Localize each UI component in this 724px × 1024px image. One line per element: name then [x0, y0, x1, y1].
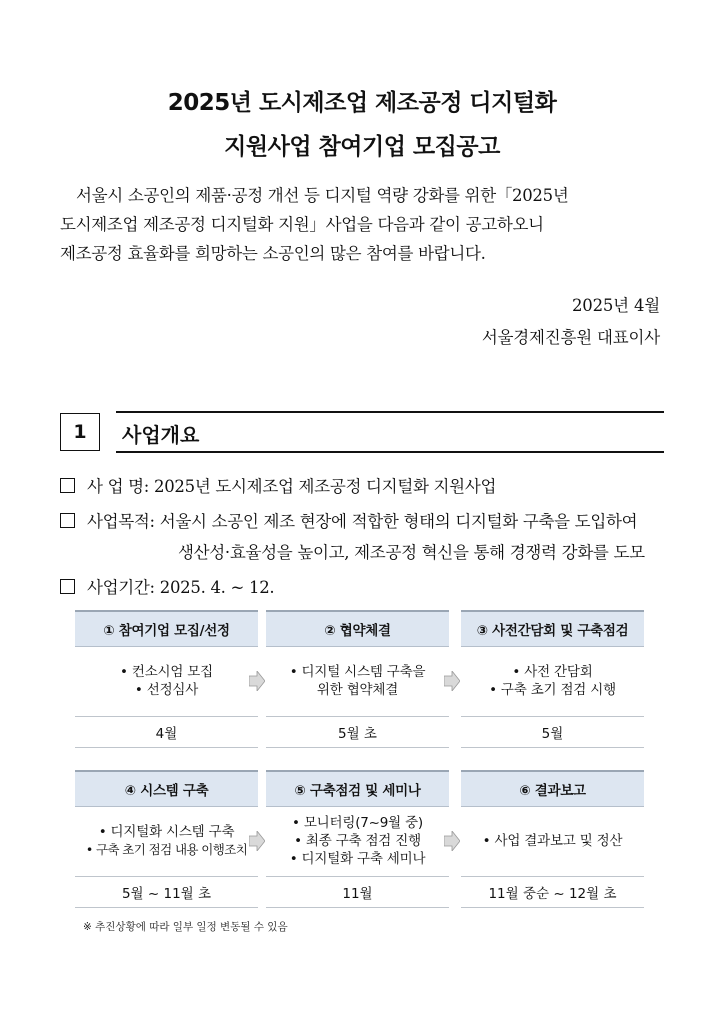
title-line-1: 2025년 도시제조업 제조공정 디지털화	[167, 90, 557, 116]
announcement-date: 2025년 4월	[571, 296, 660, 315]
item-purpose-line-1: 서울시 소공인 제조 현장에 적합한 형태의 디지털화 구축을 도입하여	[159, 512, 638, 531]
step-4-body	[75, 807, 258, 875]
step-1-line-2: • 선정심사	[134, 682, 199, 698]
step-4-header: ④ 시스템 구축	[75, 770, 258, 807]
item-name-value: 2025년 도시제조업 제조공정 디지털화 지원사업	[154, 477, 497, 496]
item-name-label: 사 업 명:	[87, 477, 150, 496]
step-2-header: ② 협약체결	[266, 610, 449, 647]
arrow-right-icon	[249, 671, 265, 691]
arrow-right-icon	[444, 671, 460, 691]
step-4-line-1: • 디지털화 시스템 구축	[98, 824, 235, 840]
step-2-period: 5월 초	[266, 716, 449, 748]
step-3-body	[461, 647, 644, 715]
checkbox-icon	[60, 513, 75, 528]
item-business-purpose	[60, 508, 637, 532]
step-5-period: 11월	[266, 876, 449, 908]
step-3-header: ③ 사전간담회 및 구축점검	[461, 610, 644, 647]
step-6-header: ⑥ 결과보고	[461, 770, 644, 807]
arrow-right-icon	[444, 831, 460, 851]
title-line-2: 지원사업 참여기업 모집공고	[224, 134, 500, 160]
step-4-line-2: • 구축 초기 점검 내용 이행조치	[85, 842, 248, 857]
step-1-header: ① 참여기업 모집/선정	[75, 610, 258, 647]
intro-paragraph	[60, 181, 666, 268]
step-3-period: 5월	[461, 716, 644, 748]
item-business-period	[60, 574, 274, 598]
intro-line-3: 제조공정 효율화를 희망하는 소공인의 많은 참여를 바랍니다.	[60, 244, 486, 263]
step-6-body	[461, 807, 644, 875]
step-3-line-1: • 사전 간담회	[512, 664, 593, 680]
step-4-period: 5월 ~ 11월 초	[75, 876, 258, 908]
section-top-rule	[116, 411, 664, 413]
checkbox-icon	[60, 478, 75, 493]
section-number: 1	[60, 413, 100, 451]
step-1-line-1: • 컨소시엄 모집	[120, 664, 213, 680]
announcement-org: 서울경제진흥원 대표이사	[481, 328, 660, 347]
arrow-right-icon	[249, 831, 265, 851]
step-5-body	[266, 807, 449, 875]
item-business-name	[60, 473, 496, 497]
step-2-line-1: • 디지털 시스템 구축을	[289, 664, 426, 680]
step-5-line-1: • 모니터링(7~9월 중)	[291, 815, 423, 831]
item-purpose-label: 사업목적:	[87, 512, 155, 531]
step-6-period: 11월 중순 ~ 12월 초	[461, 876, 644, 908]
section-bottom-rule	[116, 451, 664, 453]
step-1-period: 4월	[75, 716, 258, 748]
intro-line-2: 도시제조업 제조공정 디지털화 지원」사업을 다음과 같이 공고하오니	[60, 215, 544, 234]
step-5-line-3: • 디지털화 구축 세미나	[289, 851, 426, 867]
step-6-line-1: • 사업 결과보고 및 정산	[482, 833, 623, 849]
step-2-body	[266, 647, 449, 715]
item-purpose-line-2: 생산성·효율성을 높이고, 제조공정 혁신을 통해 경쟁력 강화를 도모	[178, 543, 645, 562]
step-2-line-2: 위한 협약체결	[316, 682, 399, 698]
step-5-header: ⑤ 구축점검 및 세미나	[266, 770, 449, 807]
item-period-value: 2025. 4. ~ 12.	[159, 578, 275, 597]
step-5-line-2: • 최종 구축 점검 진행	[294, 833, 421, 849]
schedule-note: ※ 추진상황에 따라 일부 일정 변동될 수 있음	[83, 921, 288, 933]
step-3-line-2: • 구축 초기 점검 시행	[489, 682, 616, 698]
section-title: 사업개요	[122, 423, 200, 447]
intro-line-1: 서울시 소공인의 제품·공정 개선 등 디지털 역량 강화를 위한「2025년	[76, 186, 569, 205]
checkbox-icon	[60, 579, 75, 594]
step-1-body	[75, 647, 258, 715]
item-period-label: 사업기간:	[87, 578, 155, 597]
